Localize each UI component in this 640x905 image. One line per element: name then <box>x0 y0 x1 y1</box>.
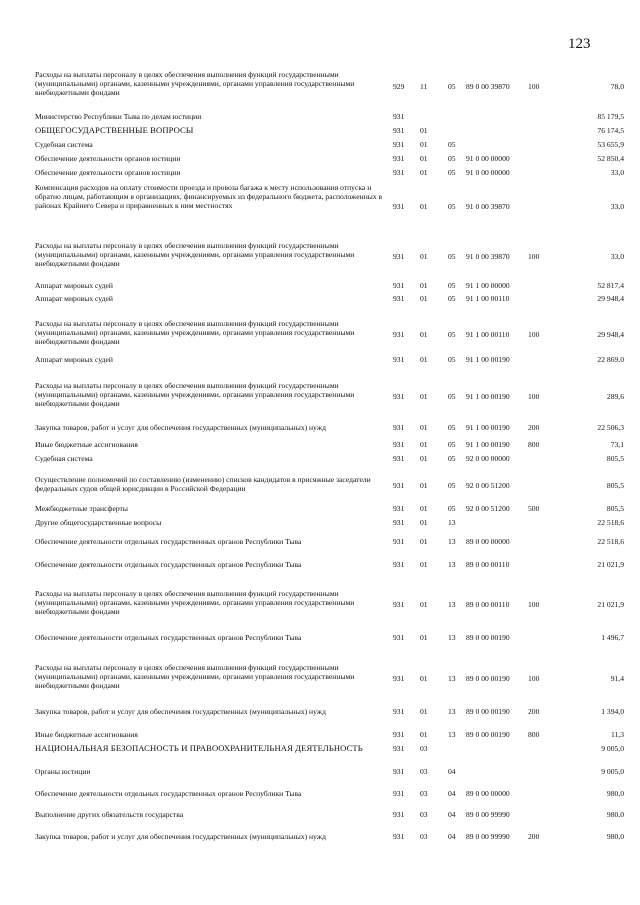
grbs-code: 931 <box>393 707 405 716</box>
row-amount: 21 021,9 <box>597 560 624 569</box>
subsection-code: 13 <box>448 707 456 716</box>
subsection-code: 05 <box>448 454 456 463</box>
section-code: 03 <box>420 810 428 819</box>
subsection-code: 13 <box>448 600 456 609</box>
grbs-code: 931 <box>393 518 405 527</box>
subsection-code: 05 <box>448 82 456 91</box>
grbs-code: 931 <box>393 112 405 121</box>
target-article-code: 91 1 00 00190 <box>466 440 510 449</box>
grbs-code: 931 <box>393 789 405 798</box>
grbs-code: 931 <box>393 330 405 339</box>
row-amount: 53 655,9 <box>597 140 624 149</box>
subsection-code: 05 <box>448 504 456 513</box>
grbs-code: 931 <box>393 154 405 163</box>
row-name: Обеспечение деятельности отдельных государственных органов Республики Тыва <box>35 560 302 569</box>
target-article-code: 91 1 00 00000 <box>466 281 510 290</box>
grbs-code: 931 <box>393 730 405 739</box>
subsection-code: 05 <box>448 355 456 364</box>
section-code: 03 <box>420 744 428 753</box>
subsection-code: 04 <box>448 767 456 776</box>
row-name: Закупка товаров, работ и услуг для обеспечения государственных (муниципальных) нужд <box>35 707 326 716</box>
target-article-code: 89 0 00 00190 <box>466 674 510 683</box>
row-name: Межбюджетные трансферты <box>35 504 128 513</box>
subsection-code: 05 <box>448 392 456 401</box>
row-amount: 33,0 <box>610 202 624 211</box>
page-number: 123 <box>568 36 591 52</box>
row-name: Обеспечение деятельности отдельных государственных органов Республики Тыва <box>35 537 302 546</box>
expense-type-code: 200 <box>528 832 540 841</box>
target-article-code: 89 0 00 00000 <box>466 789 510 798</box>
grbs-code: 931 <box>393 126 405 135</box>
section-code: 01 <box>420 140 428 149</box>
row-name: Расходы на выплаты персоналу в целях обеспечения выполнения функций государственными (муниципальными) органами, казенными учреждениями, органами управления государственными внебюджетными фондами <box>35 589 355 616</box>
subsection-code: 05 <box>448 202 456 211</box>
row-amount: 980,0 <box>606 810 624 819</box>
section-code: 01 <box>420 423 428 432</box>
subsection-code: 05 <box>448 294 456 303</box>
row-amount: 11,3 <box>610 730 624 739</box>
row-amount: 22 869,0 <box>597 355 624 364</box>
row-name: Осуществление полномочий по составлению (изменению) списков кандидатов в присяжные заседатели федеральных судов общей юрисдикции в Российской Федерации <box>35 475 371 493</box>
row-amount: 52 817,4 <box>597 281 624 290</box>
target-article-code: 91 0 00 00000 <box>466 168 510 177</box>
row-amount: 22 518,6 <box>597 537 624 546</box>
row-amount: 52 850,4 <box>597 154 624 163</box>
grbs-code: 931 <box>393 560 405 569</box>
row-name: Органы юстиции <box>35 767 91 776</box>
row-amount: 9 005,0 <box>601 744 624 753</box>
section-code: 01 <box>420 281 428 290</box>
row-amount: 33,0 <box>610 252 624 261</box>
grbs-code: 931 <box>393 633 405 642</box>
row-amount: 980,0 <box>606 832 624 841</box>
section-code: 01 <box>420 730 428 739</box>
section-code: 01 <box>420 355 428 364</box>
subsection-code: 04 <box>448 810 456 819</box>
row-name: Аппарат мировых судей <box>35 281 113 290</box>
subsection-code: 13 <box>448 730 456 739</box>
row-name: Аппарат мировых судей <box>35 294 113 303</box>
row-name: Расходы на выплаты персоналу в целях обеспечения выполнения функций государственными (муниципальными) органами, казенными учреждениями, органами управления государственными внебюджетными фондами <box>35 241 355 268</box>
row-amount: 33,0 <box>610 168 624 177</box>
expense-type-code: 800 <box>528 440 540 449</box>
grbs-code: 931 <box>393 744 405 753</box>
section-code: 01 <box>420 252 428 261</box>
section-code: 01 <box>420 126 428 135</box>
grbs-code: 929 <box>393 82 405 91</box>
section-code: 03 <box>420 832 428 841</box>
section-code: 01 <box>420 392 428 401</box>
row-name: Закупка товаров, работ и услуг для обеспечения государственных (муниципальных) нужд <box>35 423 326 432</box>
row-amount: 22 518,6 <box>597 518 624 527</box>
row-amount: 1 496,7 <box>601 633 624 642</box>
expense-type-code: 500 <box>528 504 540 513</box>
expense-type-code: 100 <box>528 82 540 91</box>
section-code: 01 <box>420 560 428 569</box>
section-code: 01 <box>420 481 428 490</box>
target-article-code: 91 1 00 00190 <box>466 423 510 432</box>
row-name: Иные бюджетные ассигнования <box>35 440 138 449</box>
target-article-code: 89 0 00 39870 <box>466 82 510 91</box>
grbs-code: 931 <box>393 392 405 401</box>
row-amount: 91,4 <box>610 674 624 683</box>
grbs-code: 931 <box>393 140 405 149</box>
section-code: 01 <box>420 440 428 449</box>
row-name: Судебная система <box>35 140 93 149</box>
subsection-code: 13 <box>448 633 456 642</box>
row-name: Расходы на выплаты персоналу в целях обеспечения выполнения функций государственными (муниципальными) органами, казенными учреждениями, органами управления государственными внебюджетными фондами <box>35 381 355 408</box>
subsection-code: 05 <box>448 140 456 149</box>
row-name: Закупка товаров, работ и услуг для обеспечения государственных (муниципальных) нужд <box>35 832 326 841</box>
section-code: 01 <box>420 154 428 163</box>
row-name: Расходы на выплаты персоналу в целях обеспечения выполнения функций государственными (муниципальными) органами, казенными учреждениями, органами управления государственными внебюджетными фондами <box>35 319 355 346</box>
subsection-code: 05 <box>448 440 456 449</box>
grbs-code: 931 <box>393 423 405 432</box>
section-code: 01 <box>420 168 428 177</box>
target-article-code: 89 0 00 00000 <box>466 537 510 546</box>
subsection-code: 13 <box>448 537 456 546</box>
row-name: НАЦИОНАЛЬНАЯ БЕЗОПАСНОСТЬ И ПРАВООХРАНИТЕЛЬНАЯ ДЕЯТЕЛЬНОСТЬ <box>35 743 363 753</box>
grbs-code: 931 <box>393 168 405 177</box>
row-name: Выполнение других обязательств государства <box>35 810 184 819</box>
grbs-code: 931 <box>393 674 405 683</box>
subsection-code: 13 <box>448 560 456 569</box>
target-article-code: 91 0 00 39870 <box>466 252 510 261</box>
subsection-code: 13 <box>448 674 456 683</box>
row-amount: 85 179,5 <box>597 112 624 121</box>
row-name: Иные бюджетные ассигнования <box>35 730 138 739</box>
subsection-code: 05 <box>448 423 456 432</box>
row-name: Обеспечение деятельности органов юстиции <box>35 168 181 177</box>
row-amount: 22 506,3 <box>597 423 624 432</box>
row-name: Другие общегосударственные вопросы <box>35 518 162 527</box>
expense-type-code: 100 <box>528 252 540 261</box>
subsection-code: 04 <box>448 832 456 841</box>
target-article-code: 89 0 00 99990 <box>466 832 510 841</box>
grbs-code: 931 <box>393 832 405 841</box>
target-article-code: 89 0 00 00190 <box>466 707 510 716</box>
subsection-code: 04 <box>448 789 456 798</box>
subsection-code: 05 <box>448 154 456 163</box>
subsection-code: 05 <box>448 252 456 261</box>
row-amount: 21 021,9 <box>597 600 624 609</box>
row-amount: 980,0 <box>606 789 624 798</box>
grbs-code: 931 <box>393 355 405 364</box>
row-amount: 73,1 <box>610 440 624 449</box>
section-code: 01 <box>420 504 428 513</box>
expense-type-code: 800 <box>528 730 540 739</box>
section-code: 03 <box>420 767 428 776</box>
row-amount: 76 174,5 <box>597 126 624 135</box>
row-amount: 289,6 <box>606 392 624 401</box>
row-amount: 29 948,4 <box>597 294 624 303</box>
grbs-code: 931 <box>393 281 405 290</box>
expense-type-code: 100 <box>528 330 540 339</box>
expense-type-code: 100 <box>528 674 540 683</box>
section-code: 01 <box>420 294 428 303</box>
section-code: 03 <box>420 789 428 798</box>
target-article-code: 92 0 00 51200 <box>466 481 510 490</box>
grbs-code: 931 <box>393 294 405 303</box>
target-article-code: 91 0 00 00000 <box>466 154 510 163</box>
target-article-code: 91 0 00 39870 <box>466 202 510 211</box>
subsection-code: 05 <box>448 330 456 339</box>
target-article-code: 91 1 00 00110 <box>466 294 510 303</box>
target-article-code: 89 0 00 00190 <box>466 633 510 642</box>
target-article-code: 89 0 00 00110 <box>466 560 510 569</box>
grbs-code: 931 <box>393 767 405 776</box>
grbs-code: 931 <box>393 537 405 546</box>
row-name: Обеспечение деятельности отдельных государственных органов Республики Тыва <box>35 789 302 798</box>
grbs-code: 931 <box>393 810 405 819</box>
row-name: Судебная система <box>35 454 93 463</box>
grbs-code: 931 <box>393 600 405 609</box>
section-code: 01 <box>420 600 428 609</box>
subsection-code: 05 <box>448 281 456 290</box>
target-article-code: 91 1 00 00110 <box>466 330 510 339</box>
grbs-code: 931 <box>393 202 405 211</box>
section-code: 01 <box>420 707 428 716</box>
row-name: Министерство Республики Тыва по делам юстиции <box>35 112 202 121</box>
expense-type-code: 100 <box>528 600 540 609</box>
expense-type-code: 100 <box>528 392 540 401</box>
section-code: 01 <box>420 537 428 546</box>
section-code: 01 <box>420 518 428 527</box>
expense-type-code: 200 <box>528 707 540 716</box>
target-article-code: 89 0 00 99990 <box>466 810 510 819</box>
row-name: ОБЩЕГОСУДАРСТВЕННЫЕ ВОПРОСЫ <box>35 125 194 135</box>
row-amount: 805,5 <box>606 481 624 490</box>
target-article-code: 92 0 00 00000 <box>466 454 510 463</box>
section-code: 01 <box>420 454 428 463</box>
row-amount: 78,0 <box>610 82 624 91</box>
expense-type-code: 200 <box>528 423 540 432</box>
row-name: Обеспечение деятельности органов юстиции <box>35 154 181 163</box>
row-amount: 29 948,4 <box>597 330 624 339</box>
subsection-code: 05 <box>448 481 456 490</box>
grbs-code: 931 <box>393 454 405 463</box>
section-code: 01 <box>420 674 428 683</box>
row-name: Обеспечение деятельности отдельных государственных органов Республики Тыва <box>35 633 302 642</box>
target-article-code: 91 1 00 00190 <box>466 392 510 401</box>
grbs-code: 931 <box>393 481 405 490</box>
target-article-code: 89 0 00 00110 <box>466 600 510 609</box>
section-code: 11 <box>420 82 428 91</box>
row-name: Расходы на выплаты персоналу в целях обеспечения выполнения функций государственными (муниципальными) органами, казенными учреждениями, органами управления государственными внебюджетными фондами <box>35 70 355 97</box>
section-code: 01 <box>420 633 428 642</box>
section-code: 01 <box>420 202 428 211</box>
grbs-code: 931 <box>393 504 405 513</box>
row-amount: 805,5 <box>606 454 624 463</box>
row-name: Аппарат мировых судей <box>35 355 113 364</box>
target-article-code: 92 0 00 51200 <box>466 504 510 513</box>
row-name: Компенсация расходов на оплату стоимости проезда и провоза багажа к месту использования отпуска и обратно лицам, работающим в организациях, финансируемых из федерального бюджета, расположенных в районах Крайнего Севера и приравненных к ним местностях <box>35 183 383 210</box>
grbs-code: 931 <box>393 440 405 449</box>
target-article-code: 89 0 00 00190 <box>466 730 510 739</box>
section-code: 01 <box>420 330 428 339</box>
subsection-code: 13 <box>448 518 456 527</box>
row-amount: 1 394,0 <box>601 707 624 716</box>
row-amount: 805,5 <box>606 504 624 513</box>
target-article-code: 91 1 00 00190 <box>466 355 510 364</box>
subsection-code: 05 <box>448 168 456 177</box>
row-name: Расходы на выплаты персоналу в целях обеспечения выполнения функций государственными (муниципальными) органами, казенными учреждениями, органами управления государственными внебюджетными фондами <box>35 663 355 690</box>
row-amount: 9 005,0 <box>601 767 624 776</box>
grbs-code: 931 <box>393 252 405 261</box>
